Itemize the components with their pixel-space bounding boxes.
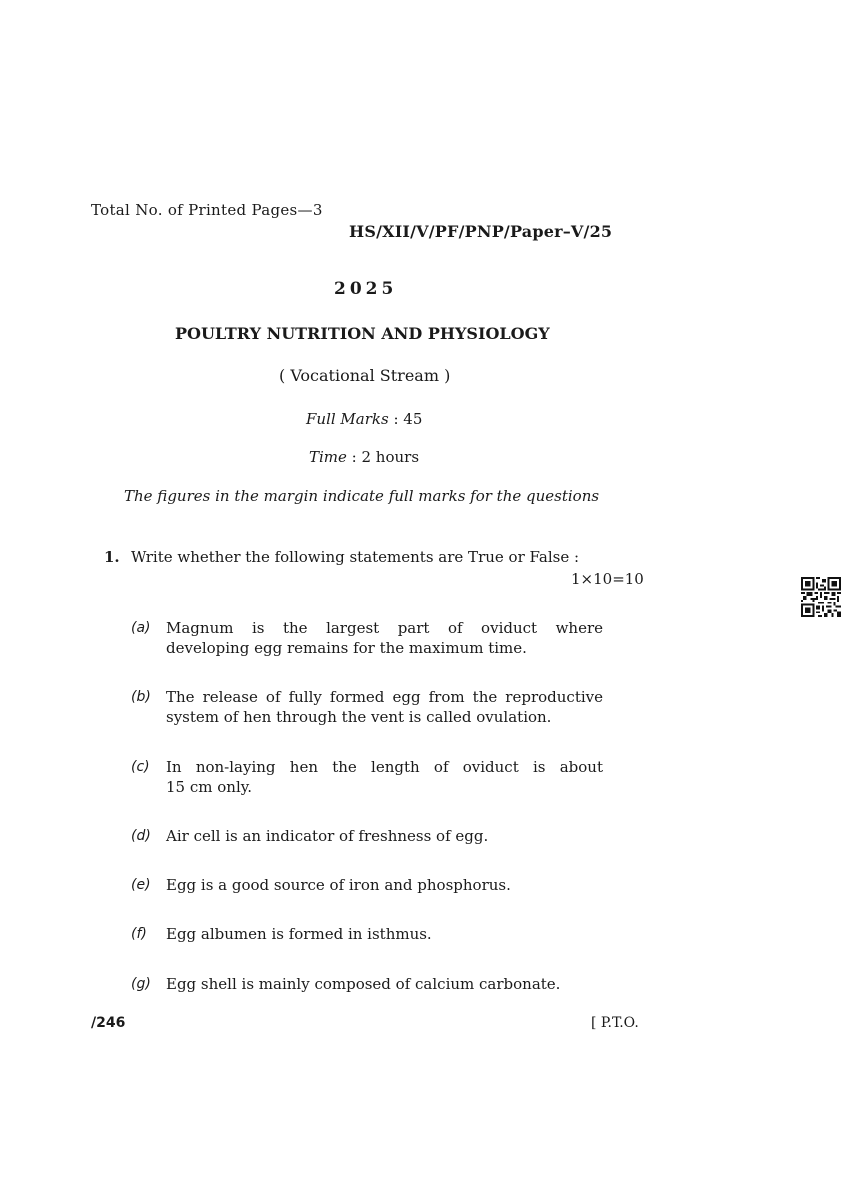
item-label: (a) [131,620,151,636]
paper-code: HS/XII/V/PF/PNP/Paper–V/25 [349,222,613,241]
page-number: /246 [91,1015,126,1031]
item-label: (b) [131,689,151,705]
item-line: Air cell is an indicator of freshness of egg. [166,827,489,845]
full-marks [306,410,422,428]
item-label: (d) [131,828,151,844]
subject-title: POULTRY NUTRITION AND PHYSIOLOGY [175,324,550,343]
time-value: : 2 hours [346,448,420,466]
printed-pages: Total No. of Printed Pages—3 [91,201,323,219]
stream-label: ( Vocational Stream ) [279,366,451,385]
pto-label: [ P.T.O. [591,1015,639,1031]
item-label: (g) [131,976,151,992]
item-line: In non-laying hen the length of oviduct is about [166,758,603,776]
list-item [166,826,603,846]
item-line: developing egg remains for the maximum time. [166,639,527,657]
exam-year: 2025 [334,279,398,299]
full-marks-label: Full Marks [306,410,389,428]
question-number: 1. [104,548,120,566]
item-line: Magnum is the largest part of oviduct where [166,619,603,637]
time-allowed [309,448,419,466]
instruction: The figures in the margin indicate full marks for the questions [124,487,600,505]
question-text: Write whether the following statements are True or False : [131,548,580,566]
item-label: (e) [131,877,151,893]
question-marks: 1×10=10 [571,570,644,588]
item-line: 15 cm only. [166,778,252,796]
item-label: (f) [131,926,147,942]
item-line: system of hen through the vent is called ovulation. [166,708,552,726]
list-item [166,687,603,727]
list-item [166,875,603,895]
time-label: Time [309,448,347,466]
item-line: The release of fully formed egg from the reproductive [166,688,603,706]
item-line: Egg shell is mainly composed of calcium carbonate. [166,975,561,993]
list-item [166,924,603,944]
list-item [166,974,603,994]
qr-code-icon [801,577,841,617]
item-line: Egg is a good source of iron and phosphorus. [166,876,511,894]
item-label: (c) [131,759,150,775]
full-marks-value: : 45 [388,410,423,428]
list-item [166,757,603,797]
item-line: Egg albumen is formed in isthmus. [166,925,432,943]
list-item [166,618,603,658]
